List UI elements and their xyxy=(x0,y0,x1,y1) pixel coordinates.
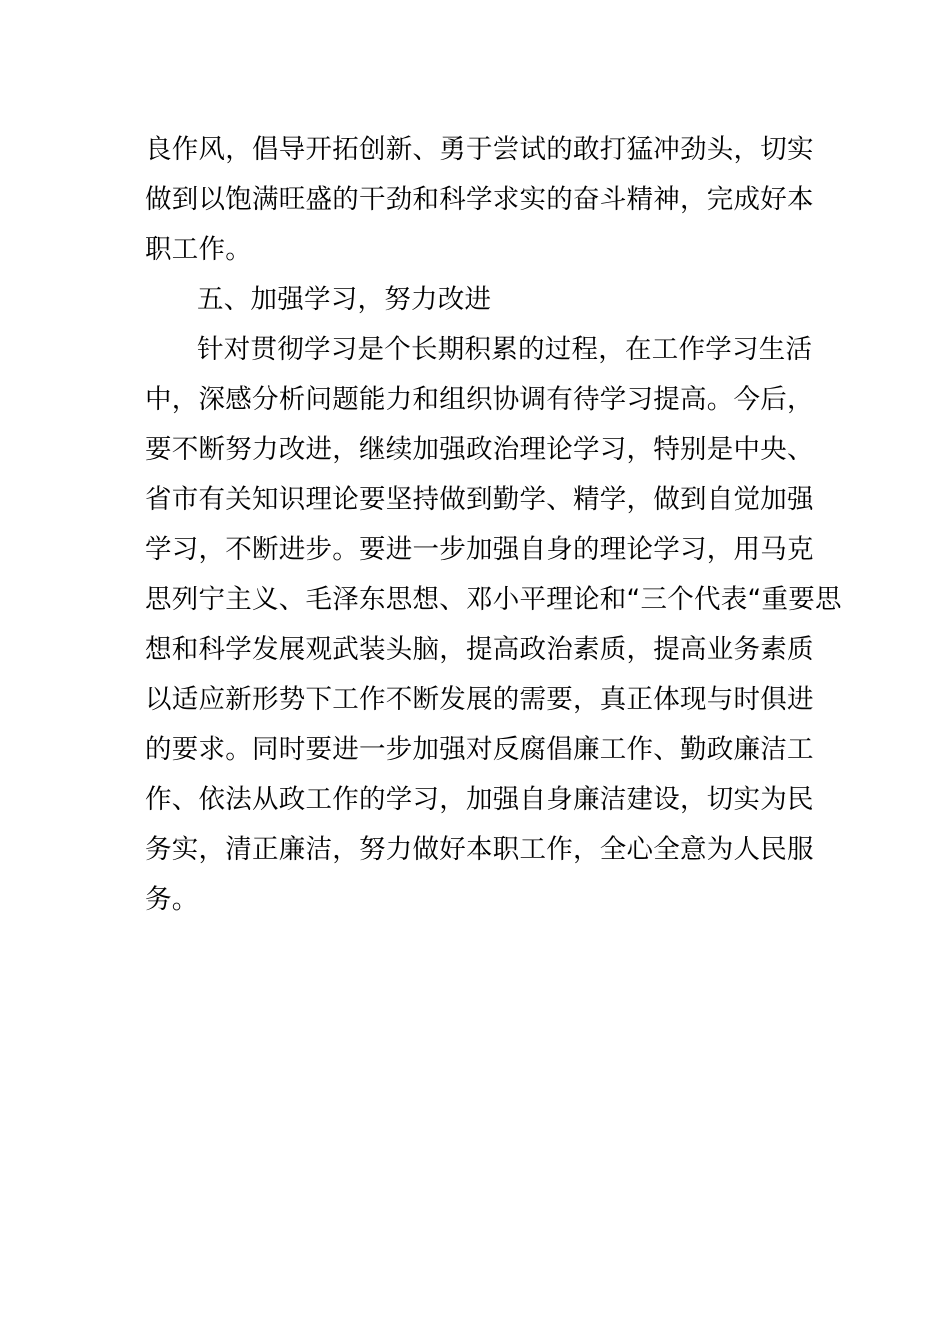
paragraph-line: 要不断努力改进，继续加强政治理论学习，特别是中央、 xyxy=(145,434,814,465)
section-heading: 五、加强学习，努力改进 xyxy=(197,284,492,315)
paragraph-line: 务。 xyxy=(145,884,199,915)
paragraph-line: 学习，不断进步。要进一步加强自身的理论学习，用马克 xyxy=(145,534,814,565)
paragraph-line: 务实，清正廉洁，努力做好本职工作，全心全意为人民服 xyxy=(145,834,814,865)
paragraph-line: 良作风，倡导开拓创新、勇于尝试的敢打猛冲劲头，切实 xyxy=(145,134,814,165)
paragraph-line: 作、依法从政工作的学习，加强自身廉洁建设，切实为民 xyxy=(145,784,814,815)
paragraph-line: 针对贯彻学习是个长期积累的过程，在工作学习生活 xyxy=(197,334,813,365)
paragraph-line: 做到以饱满旺盛的干劲和科学求实的奋斗精神，完成好本 xyxy=(145,184,814,215)
paragraph-line: 职工作。 xyxy=(145,234,252,265)
paragraph-line: 思列宁主义、毛泽东思想、邓小平理论和“三个代表“重要思 xyxy=(145,584,842,615)
paragraph-line: 省市有关知识理论要坚持做到勤学、精学，做到自觉加强 xyxy=(145,484,814,515)
paragraph-line: 中，深感分析问题能力和组织协调有待学习提高。今后， xyxy=(145,384,814,415)
paragraph-line: 的要求。同时要进一步加强对反腐倡廉工作、勤政廉洁工 xyxy=(145,734,814,765)
paragraph-line: 以适应新形势下工作不断发展的需要，真正体现与时俱进 xyxy=(145,684,814,715)
paragraph-line: 想和科学发展观武装头脑，提高政治素质，提高业务素质 xyxy=(145,634,814,665)
